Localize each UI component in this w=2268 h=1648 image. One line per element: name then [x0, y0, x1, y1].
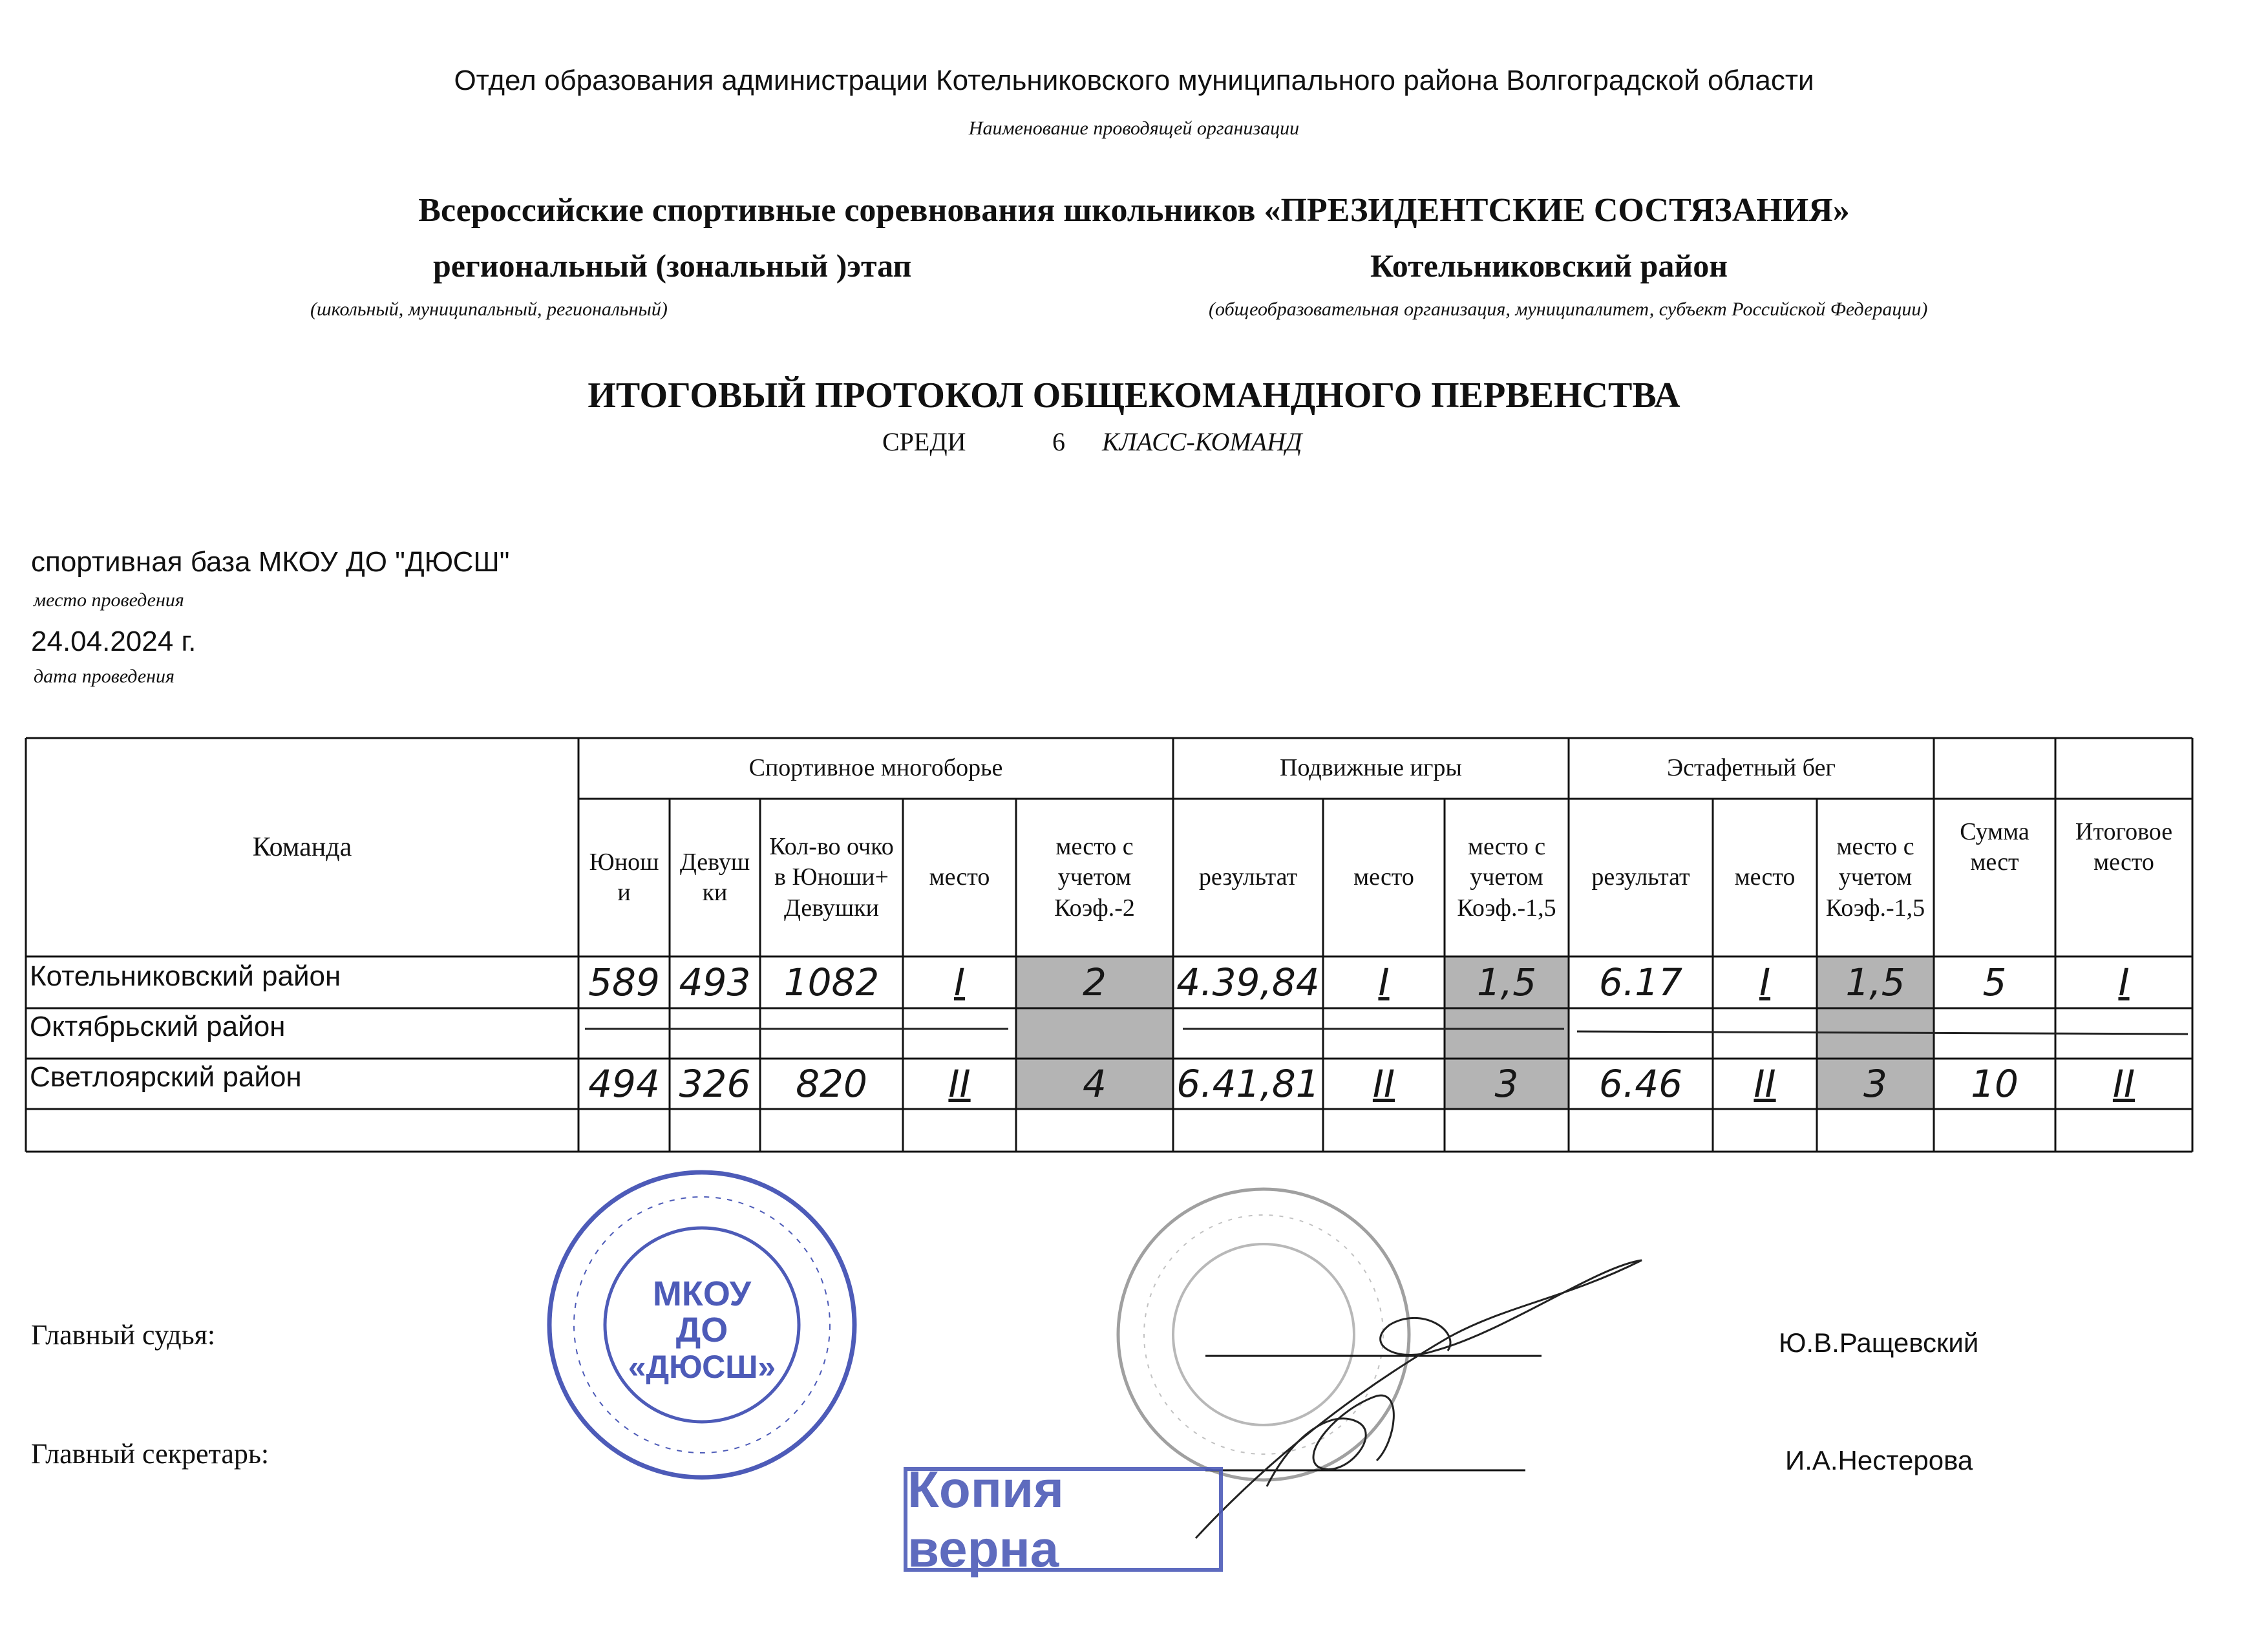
col-header-team: Команда — [252, 832, 352, 862]
games-place-row-3: II — [1372, 1061, 1395, 1106]
points-total-row-3: 820 — [796, 1061, 867, 1106]
date-value: 24.04.2024 г. — [31, 626, 196, 657]
boys-score-row-1: 589 — [588, 960, 660, 1004]
final-place-row-3: II — [2112, 1061, 2136, 1106]
sub-header-relay-place-k15: место с учетом Коэф.-1,5 — [1825, 832, 1925, 922]
girls-score-row-3: 326 — [679, 1061, 751, 1106]
games-place-row-1: I — [1378, 960, 1390, 1004]
team-name-row-3: Светлоярский район — [30, 1061, 302, 1093]
games-result-row-1: 4.39,84 — [1176, 960, 1320, 1004]
judge-name: Ю.В.Ращевский — [1779, 1327, 1979, 1358]
group-header-relay: Эстафетный бег — [1667, 754, 1836, 782]
sub-header-multi-place: место — [929, 863, 990, 891]
multi-place-row-3: II — [948, 1061, 971, 1106]
organization-name: Отдел образования администрации Котельниковского муниципального района Волгоградской области — [454, 65, 1814, 96]
games-place-k-row-3: 3 — [1494, 1061, 1519, 1106]
organization-caption: Наименование проводящей организации — [968, 118, 1300, 139]
secretary-signature — [1267, 1395, 1394, 1486]
sub-header-boys: Юноши — [589, 848, 659, 906]
venue-value: спортивная база МКОУ ДО "ДЮСШ" — [31, 546, 510, 578]
sum-places-row-3: 10 — [1971, 1061, 2019, 1106]
sub-header-multi-place-k2: место с учетом Коэф.-2 — [1054, 832, 1135, 922]
district-caption: (общеобразовательная организация, муниципалитет, субъект Российской Федерации) — [1209, 299, 1928, 320]
sub-header-relay-result: результат — [1591, 863, 1690, 891]
col-header-sum: Сумма мест — [1960, 818, 2030, 876]
stage-caption: (школьный, муниципальный, региональный) — [310, 299, 668, 320]
relay-place-row-3: II — [1754, 1061, 1776, 1106]
venue-caption: место проведения — [34, 589, 184, 611]
stage-value: региональный (зональный )этап — [433, 248, 912, 284]
sum-places-row-1: 5 — [1982, 960, 2007, 1004]
games-result-row-3: 6.41,81 — [1176, 1061, 1320, 1106]
final-place-row-1: I — [2118, 960, 2130, 1004]
copy-true-stamp: Копия верна — [904, 1467, 1223, 1572]
multi-place-k-row-1: 2 — [1083, 960, 1107, 1004]
points-total-row-1: 1082 — [783, 960, 880, 1004]
among-label: СРЕДИ — [882, 427, 966, 456]
relay-place-row-1: I — [1759, 960, 1771, 1004]
relay-place-k-row-1: 1,5 — [1845, 960, 1905, 1004]
sub-header-girls: Девушки — [679, 848, 750, 906]
relay-result-row-3: 6.46 — [1598, 1061, 1683, 1106]
date-caption: дата проведения — [34, 666, 175, 687]
svg-text:«ДЮСШ»: «ДЮСШ» — [628, 1349, 776, 1385]
secretary-name: И.А.Нестерова — [1785, 1445, 1973, 1475]
relay-place-k-row-3: 3 — [1863, 1061, 1887, 1106]
competition-title: Всероссийские спортивные соревнования школьников «ПРЕЗИДЕНТСКИЕ СОСТЯЗАНИЯ» — [418, 192, 1850, 229]
svg-text:МКОУ: МКОУ — [652, 1274, 752, 1313]
district-value: Котельниковский район — [1370, 248, 1728, 284]
judge-signature — [1196, 1260, 1642, 1538]
secretary-label: Главный секретарь: — [31, 1438, 270, 1470]
col-header-final: Итоговое место — [2075, 818, 2173, 876]
judge-label: Главный судья: — [31, 1319, 216, 1351]
protocol-title: ИТОГОВЫЙ ПРОТОКОЛ ОБЩЕКОМАНДНОГО ПЕРВЕНСТВА — [588, 375, 1680, 416]
sub-header-relay-place: место — [1734, 863, 1796, 891]
group-header-games: Подвижные игры — [1280, 754, 1462, 782]
sub-header-points: Кол-во очков Юноши+Девушки — [769, 832, 894, 922]
multi-place-k-row-3: 4 — [1083, 1061, 1107, 1106]
sub-header-games-place: место — [1353, 863, 1414, 891]
svg-text:ДО: ДО — [675, 1311, 728, 1349]
games-place-k-row-1: 1,5 — [1476, 960, 1537, 1004]
multi-place-row-1: I — [953, 960, 966, 1004]
group-header-multi: Спортивное многоборье — [748, 754, 1003, 782]
girls-score-row-1: 493 — [679, 960, 751, 1004]
boys-score-row-3: 494 — [588, 1061, 660, 1106]
sub-header-games-place-k15: место с учетом Коэф.-1,5 — [1457, 832, 1556, 922]
team-name-row-2: Октябрьский район — [30, 1011, 286, 1042]
team-name-row-1: Котельниковский район — [30, 960, 341, 992]
relay-result-row-1: 6.17 — [1598, 960, 1683, 1004]
teams-word: КЛАСС-КОМАНД — [1102, 427, 1302, 456]
sub-header-games-result: результат — [1198, 863, 1298, 891]
grade-value: 6 — [1052, 427, 1065, 456]
